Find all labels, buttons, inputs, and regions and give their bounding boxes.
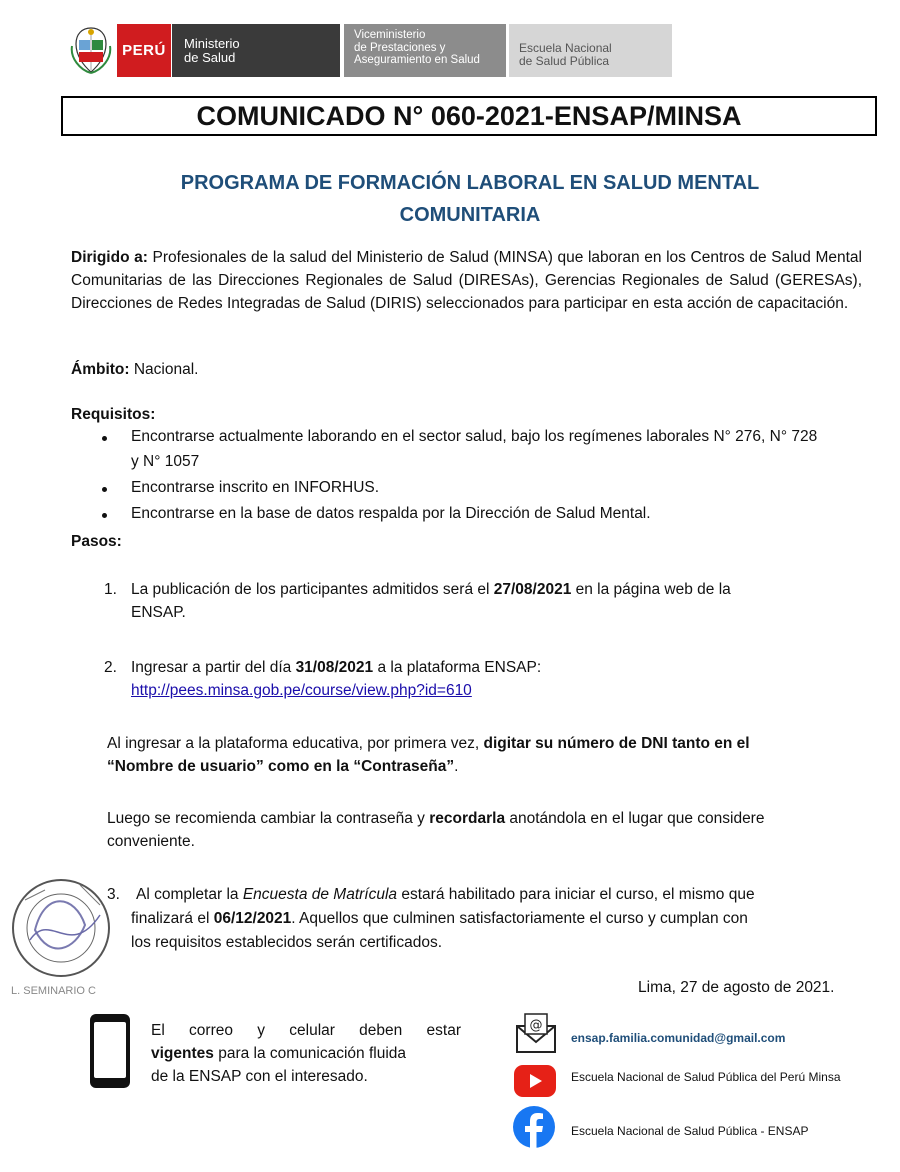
note-password (107, 807, 877, 853)
bullet-dot (102, 487, 107, 492)
ministerio-brand-block: Ministerio de Salud (172, 24, 340, 77)
escuela-brand-block: Escuela Nacional de Salud Pública (509, 24, 672, 77)
step-1-date: 27/08/2021 (493, 581, 572, 598)
facebook-icon (512, 1105, 556, 1149)
step-1-number: 1. (104, 581, 117, 598)
step-3-italic: Encuesta de Matrícula (242, 886, 398, 903)
ambito-text: Nacional. (129, 361, 199, 378)
note-password-post: anotándola en el lugar que considere (505, 810, 765, 827)
requisito-item-1: Encontrarse actualmente laborando en el sector salud, bajo los regímenes laborales N° 276, N° 728 (131, 428, 818, 445)
communique-title: COMUNICADO N° 060-2021-ENSAP/MINSA (61, 96, 877, 136)
note-password-line2: conveniente. (107, 833, 195, 850)
note-dni-post: . (454, 758, 459, 775)
note-password-bold: recordarla (429, 810, 506, 827)
footer-note-bold: vigentes (151, 1045, 214, 1062)
requisito-item-1-cont: y N° 1057 (131, 453, 200, 470)
step-3-l2pre: finalizará el (131, 910, 214, 927)
subtitle-line-1: PROGRAMA DE FORMACIÓN LABORAL EN SALUD MENTAL (180, 172, 760, 194)
footer-note-line2: para la comunicación fluida (213, 1045, 407, 1062)
step-2-number: 2. (104, 659, 117, 676)
step-3-line1 (136, 883, 876, 906)
pasos-label-text: Pasos: (71, 533, 122, 550)
subtitle-line-2: COMUNITARIA (399, 204, 541, 226)
bullet-dot (102, 436, 107, 441)
seal-stamp (5, 870, 117, 1000)
step-2-pre: Ingresar a partir del día (131, 659, 296, 676)
platform-link[interactable]: http://pees.minsa.gob.pe/course/view.php?id=610 (131, 682, 472, 699)
note-dni (107, 732, 877, 778)
step-3-line3: los requisitos establecidos serán certificados. (131, 934, 443, 951)
step-3-line2 (131, 907, 881, 930)
step-2-date: 31/08/2021 (295, 659, 374, 676)
dirigido-paragraph (71, 246, 862, 315)
note-dni-bold1: digitar su número de DNI tanto en el (483, 735, 750, 752)
contact-email: ensap.familia.comunidad@gmail.com (571, 1031, 786, 1045)
viceministerio-brand-block: Viceministerio de Prestaciones y Aseguramiento en Salud (344, 24, 506, 77)
dirigido-text: Profesionales de la salud del Ministerio de Salud (MINSA) que laboran en los Centros de Salud Mental Comunitarias de las Direcciones Regionales de Salud (DIRESAs), Gerencias Regionales de Salud (GERESAs), Direcciones de Redes Integradas de Salud (DIRIS) seleccionados para participar en esta acción de capacitación. (71, 249, 862, 312)
step-3-pre: Al completar la (136, 886, 243, 903)
program-subtitle (120, 167, 820, 231)
step-3-number: 3. (107, 886, 120, 903)
requisito-item-3: Encontrarse en la base de datos respalda por la Dirección de Salud Mental. (131, 505, 651, 522)
mobile-phone-icon (88, 1012, 132, 1090)
peru-coat-of-arms-logo (70, 26, 112, 74)
email-icon (515, 1012, 557, 1054)
youtube-icon (513, 1064, 557, 1098)
requisitos-label-text: Requisitos: (71, 406, 156, 423)
svg-text:L. SEMINARIO C: L. SEMINARIO C (11, 985, 96, 997)
requisitos-label (71, 403, 155, 426)
step-2-post: a la plataforma ENSAP: (373, 659, 542, 676)
bullet-dot (102, 513, 107, 518)
step-1-text (131, 578, 871, 624)
step-1-pre: La publicación de los participantes admitidos será el (131, 581, 494, 598)
svg-text:@: @ (529, 1018, 543, 1033)
step-3-l2date: 06/12/2021 (213, 910, 292, 927)
step-2-text (131, 656, 871, 702)
step-1-post: en la página web de la (571, 581, 731, 598)
ambito-paragraph (71, 358, 198, 381)
date-line: Lima, 27 de agosto de 2021. (638, 979, 835, 996)
note-dni-pre: Al ingresar a la plataforma educativa, por primera vez, (107, 735, 484, 752)
peru-brand-block: PERÚ (117, 24, 171, 77)
footer-note (151, 1019, 461, 1088)
ambito-label: Ámbito: (71, 361, 130, 378)
contact-facebook: Escuela Nacional de Salud Pública - ENSAP (571, 1124, 809, 1138)
requisito-item-2: Encontrarse inscrito en INFORHUS. (131, 479, 380, 496)
step-3-l2post: . Aquellos que culminen satisfactoriamente el curso y cumplan con (291, 910, 748, 927)
contact-youtube: Escuela Nacional de Salud Pública del Perú Minsa (571, 1070, 841, 1084)
note-dni-bold2: “Nombre de usuario” como en la “Contraseña” (107, 758, 455, 775)
dirigido-label: Dirigido a: (71, 249, 148, 266)
footer-note-line1: El correo y celular deben estar (151, 1022, 461, 1039)
pasos-label (71, 530, 122, 553)
step-3-post: estará habilitado para iniciar el curso, el mismo que (397, 886, 755, 903)
note-password-pre: Luego se recomienda cambiar la contraseña y (107, 810, 430, 827)
footer-note-line3: de la ENSAP con el interesado. (151, 1068, 368, 1085)
step-1-line2: ENSAP. (131, 604, 186, 621)
